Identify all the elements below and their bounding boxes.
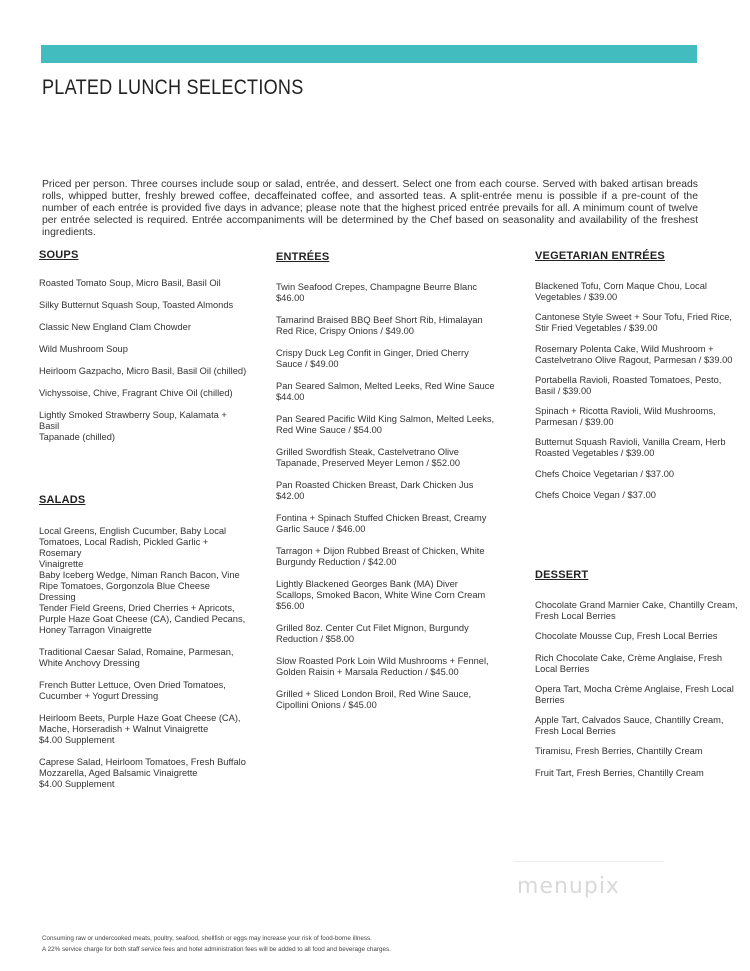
vegetarian-item: Portabella Ravioli, Roasted Tomatoes, Pesto, Basil / $39.00: [535, 375, 722, 396]
entrees-section: [276, 252, 496, 263]
salad-item: Baby Iceberg Wedge, Niman Ranch Bacon, Vine Ripe Tomatoes, Gorgonzola Blue Cheese Dressing: [39, 570, 240, 602]
dessert-item: Chocolate Mousse Cup, Fresh Local Berries: [535, 631, 718, 641]
entree-item: Tarragon + Dijon Rubbed Breast of Chicken, White Burgundy Reduction / $42.00: [276, 546, 485, 567]
entree-item: Crispy Duck Leg Confit in Ginger, Dried Cherry Sauce / $49.00: [276, 348, 469, 369]
vegetarian-item: Butternut Squash Ravioli, Vanilla Cream, Herb Roasted Vegetables / $39.00: [535, 437, 726, 458]
soup-item: Roasted Tomato Soup, Micro Basil, Basil Oil: [39, 278, 221, 288]
entrees-title: ENTRÉES: [276, 251, 330, 263]
salads-section: [39, 495, 249, 506]
vegetarian-item: Chefs Choice Vegan / $37.00: [535, 490, 656, 500]
vegetarian-item: Rosemary Polenta Cake, Wild Mushroom + Castelvetrano Olive Ragout, Parmesan / $39.00: [535, 344, 733, 365]
dessert-item: Apple Tart, Calvados Sauce, Chantilly Cream, Fresh Local Berries: [535, 715, 724, 736]
salad-item: Heirloom Beets, Purple Haze Goat Cheese (CA), Mache, Horseradish + Walnut Vinaigrette $4.00 Supplement: [39, 713, 241, 745]
dessert-item: Chocolate Grand Marnier Cake, Chantilly Cream, Fresh Local Berries: [535, 600, 738, 621]
entree-item: Grilled + Sliced London Broil, Red Wine Sauce, Cipollini Onions / $45.00: [276, 689, 472, 710]
dessert-section: [535, 570, 735, 581]
salad-item: French Butter Lettuce, Oven Dried Tomatoes, Cucumber + Yogurt Dressing: [39, 680, 226, 701]
intro-paragraph: Priced per person. Three courses include soup or salad, entrée, and dessert. Select one from each course. Served with baked artisan breads rolls, whipped butter, freshly brewed coffee, decaffeinated coffee, and assorted teas. A split-entrée menu is possible if a pre-count of the number of each entrée is provided five days in advance; please note that the highest priced entrée prevails for all. A minimum count of twelve per entrée selected is required. Entrée accompaniments will be determined by the Chef based on seasonality and availability of the freshest ingredients.: [42, 179, 698, 238]
watermark-divider: [514, 861, 664, 862]
footer-notes: [42, 933, 391, 955]
entree-item: Tamarind Braised BBQ Beef Short Rib, Himalayan Red Rice, Crispy Onions / $49.00: [276, 315, 483, 336]
soups-title: SOUPS: [39, 249, 79, 261]
soups-section: [39, 250, 249, 261]
entree-item: Slow Roasted Pork Loin Wild Mushrooms + Fennel, Golden Raisin + Marsala Reduction / $45.00: [276, 656, 489, 677]
header-accent-bar: [41, 45, 697, 63]
entree-item: Lightly Blackened Georges Bank (MA) Diver Scallops, Smoked Bacon, White Wine Corn Cream $56.00: [276, 579, 486, 611]
entree-item: Pan Roasted Chicken Breast, Dark Chicken Jus $42.00: [276, 480, 474, 501]
soup-item: Wild Mushroom Soup: [39, 344, 128, 354]
page-title: PLATED LUNCH SELECTIONS: [42, 76, 304, 99]
vegetarian-item: Chefs Choice Vegetarian / $37.00: [535, 469, 675, 479]
soup-item: Silky Butternut Squash Soup, Toasted Almonds: [39, 300, 234, 310]
vegetarian-title: VEGETARIAN ENTRÉES: [535, 250, 665, 262]
dessert-item: Fruit Tart, Fresh Berries, Chantilly Cream: [535, 768, 704, 778]
salad-item: Tender Field Greens, Dried Cherries + Apricots, Purple Haze Goat Cheese (CA), Candied Pecans, Honey Tarragon Vinaigrette: [39, 603, 246, 635]
entree-item: Grilled 8oz. Center Cut Filet Mignon, Burgundy Reduction / $58.00: [276, 623, 469, 644]
vegetarian-item: Blackened Tofu, Corn Maque Chou, Local Vegetables / $39.00: [535, 281, 707, 302]
soup-item: Vichyssoise, Chive, Fragrant Chive Oil (chilled): [39, 388, 233, 398]
footer-line-service-charge: A 22% service charge for both staff service fees and hotel administration fees will be added to all food and beverage charges.: [42, 946, 391, 953]
soup-item: Lightly Smoked Strawberry Soup, Kalamata + Basil Tapanade (chilled): [39, 410, 227, 442]
vegetarian-section: [535, 251, 735, 262]
vegetarian-item: Spinach + Ricotta Ravioli, Wild Mushrooms, Parmesan / $39.00: [535, 406, 716, 427]
entree-item: Grilled Swordfish Steak, Castelvetrano Olive Tapanade, Preserved Meyer Lemon / $52.00: [276, 447, 460, 468]
entree-item: Pan Seared Salmon, Melted Leeks, Red Wine Sauce $44.00: [276, 381, 495, 402]
watermark-logo: menupix: [517, 874, 620, 899]
salad-item: Local Greens, English Cucumber, Baby Local Tomatoes, Local Radish, Pickled Garlic + Rosemary Vinaigrette: [39, 526, 227, 569]
soup-item: Heirloom Gazpacho, Micro Basil, Basil Oil (chilled): [39, 366, 247, 376]
entree-item: Twin Seafood Crepes, Champagne Beurre Blanc $46.00: [276, 282, 478, 303]
footer-line-allergy: Consuming raw or undercooked meats, poultry, seafood, shellfish or eggs may increase your risk of food-borne illness.: [42, 935, 372, 942]
soup-item: Classic New England Clam Chowder: [39, 322, 191, 332]
salads-title: SALADS: [39, 494, 86, 506]
dessert-item: Rich Chocolate Cake, Crème Anglaise, Fresh Local Berries: [535, 653, 723, 674]
dessert-item: Tiramisu, Fresh Berries, Chantilly Cream: [535, 746, 703, 756]
dessert-item: Opera Tart, Mocha Crème Anglaise, Fresh Local Berries: [535, 684, 734, 705]
entree-item: Fontina + Spinach Stuffed Chicken Breast, Creamy Garlic Sauce / $46.00: [276, 513, 487, 534]
salad-item: Traditional Caesar Salad, Romaine, Parmesan, White Anchovy Dressing: [39, 647, 234, 668]
entree-item: Pan Seared Pacific Wild King Salmon, Melted Leeks, Red Wine Sauce / $54.00: [276, 414, 495, 435]
dessert-title: DESSERT: [535, 569, 589, 581]
salad-item: Caprese Salad, Heirloom Tomatoes, Fresh Buffalo Mozzarella, Aged Balsamic Vinaigrette $4.00 Supplement: [39, 757, 246, 789]
vegetarian-item: Cantonese Style Sweet + Sour Tofu, Fried Rice, Stir Fried Vegetables / $39.00: [535, 312, 732, 333]
